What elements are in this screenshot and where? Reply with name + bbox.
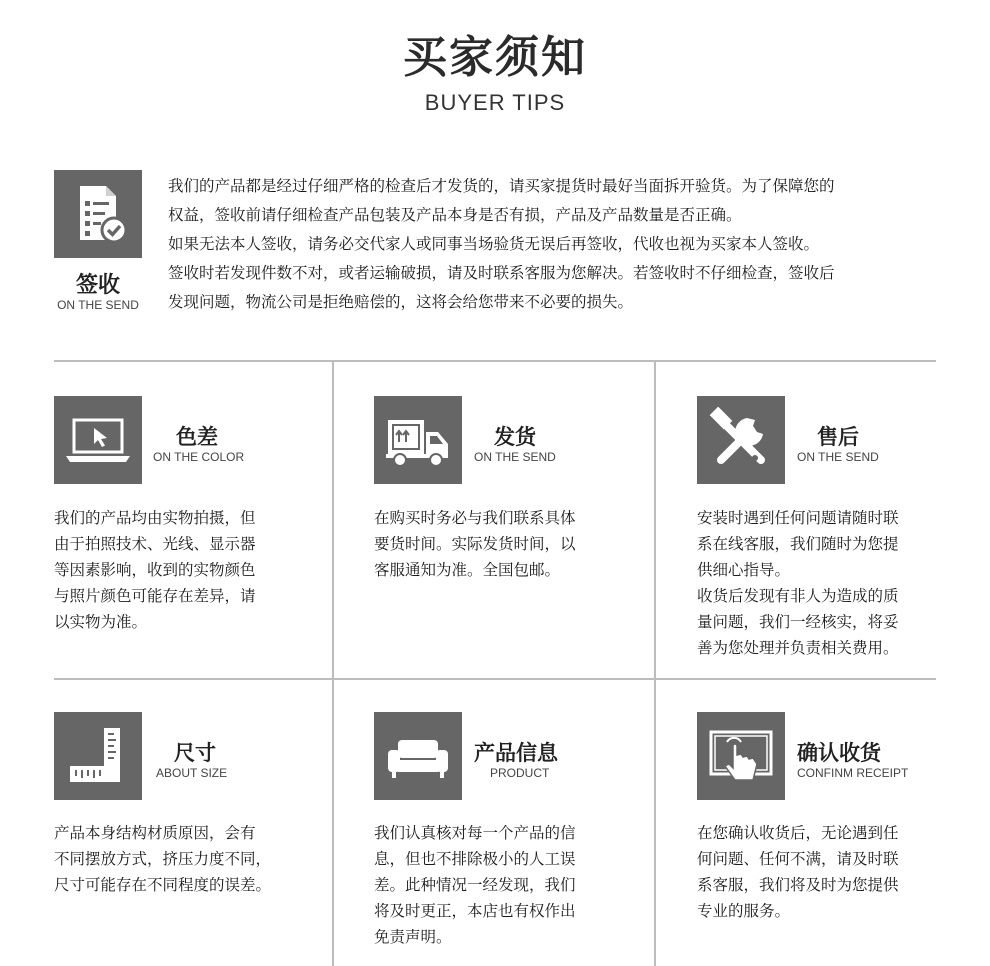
document-check-icon [54,170,142,258]
text-line: 我们的产品均由实物拍摄，但 [54,509,256,527]
text-line: 量问题，我们一经核实，将妥 [697,613,899,631]
receipt-title: 确认收货 [797,741,881,765]
sign-description [168,172,958,317]
text-line: 我们的产品都是经过仔细严格的检查后才发货的，请买家提货时最好当面拆开验货。为了保障您的 [168,177,835,195]
text-line: 与照片颜色可能存在差异，请 [54,587,256,605]
grid-divider-col-2 [654,361,656,966]
text-line: 差。此种情况一经发现，我们 [374,876,576,894]
text-line: 息，但也不排除极小的人工误 [374,850,576,868]
color-title-en: ON THE COLOR [153,450,245,464]
text-line: 收货后发现有非人为造成的质 [697,587,899,605]
delivery-truck-icon [374,396,462,484]
sign-label-en: ON THE SEND [57,298,139,312]
page-title: 买家须知 [403,32,587,83]
page-header [0,28,990,116]
text-line: 系客服，我们将及时为您提供 [697,876,899,894]
product-title-en: PRODUCT [490,766,550,780]
shipping-title: 发货 [494,425,536,449]
color-title: 色差 [176,425,218,449]
after-sales-description [697,505,947,661]
text-line: 签收时若发现件数不对，或者运输破损，请及时联系客服为您解决。若签收时不仔细检查，签收后 [168,264,835,282]
sign-label: 签收 [75,273,120,298]
product-description [374,820,624,950]
after-sales-title-en: ON THE SEND [797,450,879,464]
text-line: 在购买时务必与我们联系具体 [374,509,576,527]
text-line: 不同摆放方式，挤压力度不同， [54,850,272,868]
size-title-en: ABOUT SIZE [156,766,228,780]
text-line: 专业的服务。 [697,902,791,920]
size-title: 尺寸 [174,741,216,765]
grid-divider-col-1 [332,361,334,966]
text-line: 尺寸可能存在不同程度的误差。 [54,876,272,894]
product-title: 产品信息 [474,741,558,765]
text-line: 客服通知为准。全国包邮。 [374,561,561,579]
text-line: 善为您处理并负责相关费用。 [697,639,899,657]
text-line: 如果无法本人签收，请务必交代家人或同事当场验货无误后再签收，代收也视为买家本人签收。 [168,235,820,253]
ruler-icon [54,712,142,800]
text-line: 由于拍照技术、光线、显示器 [54,535,256,553]
text-line: 我们认真核对每一个产品的信 [374,824,576,842]
text-line: 系在线客服，我们随时为您提 [697,535,899,553]
text-line: 等因素影响，收到的实物颜色 [54,561,256,579]
text-line: 将及时更正，本店也有权作出 [374,902,576,920]
text-line: 供细心指导。 [697,561,791,579]
text-line: 以实物为准。 [54,613,148,631]
shipping-title-en: ON THE SEND [474,450,556,464]
size-description [54,820,304,898]
after-sales-title: 售后 [817,425,859,449]
color-description [54,505,304,635]
text-line: 要货时间。实际发货时间，以 [374,535,576,553]
tools-icon [697,396,785,484]
text-line: 免责声明。 [374,928,452,946]
shipping-description [374,505,624,583]
touch-screen-icon [697,712,785,800]
text-line: 产品本身结构材质原因，会有 [54,824,256,842]
receipt-description [697,820,947,924]
text-line: 在您确认收货后，无论遇到任 [697,824,899,842]
grid-divider-top [54,360,936,362]
text-line: 安装时遇到任何问题请随时联 [697,509,899,527]
laptop-cursor-icon [54,396,142,484]
text-line: 何问题、任何不满，请及时联 [697,850,899,868]
grid-divider-middle [54,678,936,680]
sofa-icon [374,712,462,800]
text-line: 权益，签收前请仔细检查产品包装及产品本身是否有损，产品及产品数量是否正确。 [168,206,742,224]
page-subtitle: BUYER TIPS [424,90,566,115]
receipt-title-en: CONFINM RECEIPT [797,766,909,780]
text-line: 发现问题，物流公司是拒绝赔偿的，这将会给您带来不必要的损失。 [168,293,634,311]
